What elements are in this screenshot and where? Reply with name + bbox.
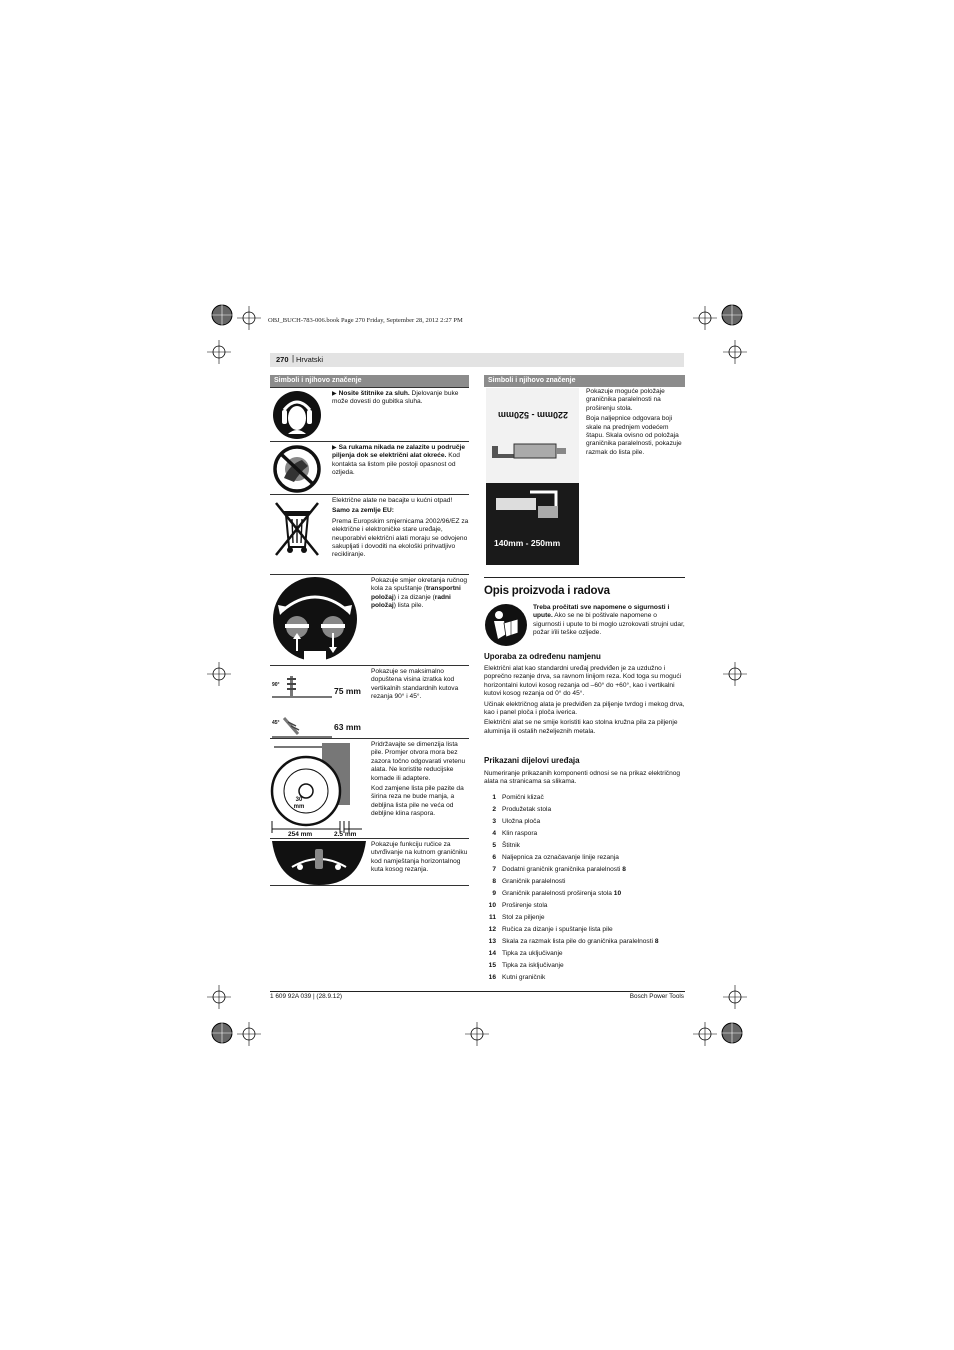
part-label: Pomični klizač — [502, 794, 544, 801]
part-label: Produžetak stola — [502, 806, 552, 813]
part-number: 7 — [492, 866, 496, 873]
part-number: 5 — [492, 842, 496, 849]
fence-range-bottom-label: 140mm - 250mm — [494, 538, 561, 548]
crosshair-mark-left-middle — [207, 662, 231, 686]
crosshair-mark-bottom-left — [237, 1022, 261, 1046]
list-item — [484, 948, 685, 960]
symbol-row-blade-dimension — [270, 738, 469, 839]
read-manual-text: Treba pročitati sve napomene o sigurnosti i upute. Ako se ne bi poštivale napomene o sigurnosti i upute to bi moglo uzrokovati strujni udar, požar i/ili teške ozljede. — [533, 604, 685, 637]
label-45-degrees: 45° — [272, 720, 280, 726]
lever-function-icon — [270, 841, 368, 890]
part-number: 12 — [488, 926, 496, 933]
page-header-bar — [270, 353, 684, 367]
fence-position-illustration — [486, 388, 579, 565]
fence-range-top-label: 220mm - 520mm — [497, 410, 569, 420]
cut-height-45: 63 mm — [334, 722, 361, 732]
list-item — [484, 792, 685, 804]
list-item — [484, 888, 685, 900]
part-number: 1 — [492, 794, 496, 801]
part-number: 13 — [488, 938, 496, 945]
part-number: 6 — [492, 854, 496, 861]
crosshair-mark-right-upper — [723, 340, 747, 364]
list-item — [484, 936, 685, 948]
list-item — [484, 960, 685, 972]
part-label: Klin raspora — [502, 830, 538, 837]
part-ref: 8 — [654, 938, 659, 945]
blade-diameter-label: 254 mm — [288, 831, 313, 838]
weee-bin-icon — [270, 499, 324, 562]
part-label: Naljepnica za označavanje linije rezanja — [502, 854, 619, 861]
registration-mark-bottom-right — [717, 1018, 747, 1048]
list-item — [484, 852, 685, 864]
label-90-degrees: 90° — [272, 682, 280, 688]
part-label: Stol za piljenje — [502, 914, 545, 921]
part-label: Ručica za dizanje i spuštanje lista pile — [502, 926, 613, 933]
crosshair-mark-top-left — [237, 306, 261, 330]
symbol-row-no-hands — [270, 441, 469, 495]
part-number: 11 — [489, 914, 496, 921]
crosshair-mark-right-lower — [723, 985, 747, 1009]
right-section-title: Simboli i njihovo značenje — [484, 375, 685, 387]
no-hands-icon — [270, 444, 324, 499]
symbol-row-weee — [270, 494, 469, 575]
print-header: OBJ_BUCH-783-006.book Page 270 Friday, September 28, 2012 2:27 PM — [268, 317, 463, 324]
list-item — [484, 804, 685, 816]
part-label: Kutni graničnik — [502, 974, 546, 981]
list-item — [484, 924, 685, 936]
list-item — [484, 840, 685, 852]
section-heading-product: Opis proizvoda i radova — [484, 585, 610, 597]
list-item — [484, 816, 685, 828]
crosshair-mark-bottom-center — [465, 1022, 489, 1046]
part-label: Uložna ploča — [502, 818, 541, 825]
part-number: 8 — [492, 878, 496, 885]
part-label: Graničnik paralelnosti — [502, 878, 566, 885]
crosshair-mark-left-lower — [207, 985, 231, 1009]
registration-mark-top-left — [207, 300, 237, 330]
blade-dimension-icon — [270, 741, 370, 839]
lever-function-text: Pokazuje funkciju ručice za utvrđivanje na kutnom graničniku kod namještanja horizontalnog kuta kosog rezanja. — [371, 841, 468, 874]
footer-left: 1 609 92A 039 | (28.9.12) — [270, 993, 343, 1000]
part-ref: 8 — [622, 866, 626, 873]
parts-list — [484, 792, 685, 984]
bore-diameter-label: 30 mm — [293, 797, 305, 810]
symbol-row-lever-function — [270, 838, 469, 886]
footer-right: Bosch Power Tools — [629, 993, 684, 1000]
parts-heading: Prikazani dijelovi uređaja — [484, 756, 580, 765]
part-label: Skala za razmak lista pile do graničnika paralelnosti — [502, 938, 655, 945]
symbol-row-cut-height — [270, 665, 469, 739]
part-number: 16 — [488, 974, 496, 981]
list-item — [484, 912, 685, 924]
read-manual-icon — [484, 603, 528, 652]
symbol-row-crank-direction — [270, 574, 469, 666]
crosshair-mark-bottom-right — [693, 1022, 717, 1046]
part-label: Dodatni graničnik graničnika paralelnosti — [502, 866, 623, 873]
list-item — [484, 864, 685, 876]
page-number: 270 — [276, 355, 289, 364]
cut-height-text: Pokazuje se maksimalno dopuštena visina izratka kod vertikalnih standardnih kutova rezanja 90° i 45°. — [371, 668, 459, 701]
left-section-title: Simboli i njihovo značenje — [270, 375, 469, 387]
crosshair-mark-top-right — [693, 306, 717, 330]
part-label: Proširenje stola — [502, 902, 548, 909]
cut-height-90: 75 mm — [334, 686, 361, 696]
part-number: 9 — [492, 890, 496, 897]
page-language: Hrvatski — [296, 355, 324, 364]
part-number: 10 — [488, 902, 496, 909]
ear-protection-icon — [270, 390, 324, 445]
part-label: Tipka za isključivanje — [502, 962, 564, 969]
crank-direction-text: Pokazuje smjer okretanja ručnog kola za spuštanje (transportni položaj) i za dizanje (radni položaj) lista pile. — [371, 577, 468, 610]
registration-mark-bottom-left — [207, 1018, 237, 1048]
list-item — [484, 900, 685, 912]
weee-text: Električne alate ne bacajte u kućni otpad! Samo za zemlje EU: Prema Europskim smjernicama 2002/96/EZ za električne i elektroničke stare uređaje, neuporabivi električni alati moraju se odvojeno sakupljati i dovoditi na ekološki prihvatljivo recikliranje. — [332, 497, 469, 559]
intended-use-heading: Uporaba za određenu namjenu — [484, 652, 601, 661]
part-number: 14 — [488, 950, 496, 957]
fence-description: Pokazuje moguće položaje graničnika paralelnosti na proširenju stola. Boja naljepnice odgovara boji skale na prednjem vodećem štapu. Skala ovisno od položaja graničnika paralelnosti, pokazuje razmak do lista pile. — [586, 388, 682, 456]
part-label: Graničnik paralelnosti proširenja stola — [502, 890, 614, 897]
intended-use-text: Električni alat kao standardni uređaj predviđen je za uzdužno i poprečno rezanje drva, sa ravnom linijom reza. Kod toga su mogući horizontalni kutovi kosog rezanja od –60° do +60°, kao i vertikalni kutovi kosog rezanja od 0° do 45°. Učinak električnog alata je predviđen za piljenje tvrdog i mekog drva, kao i panel ploča i ploča iverica. Električni alat se ne smije koristiti kao stolna kružna pila za piljenje aluminija ili ostalih neželjeznih metala. — [484, 665, 685, 735]
list-item — [484, 876, 685, 888]
footer-rule — [270, 991, 685, 992]
no-hands-text: ▶ Sa rukama nikada ne zalazite u područje piljenja dok se električni alat okreće. Kod kontakta sa listom pile postoji opasnost od ozljeda. — [332, 444, 466, 477]
part-number: 15 — [488, 962, 496, 969]
cut-height-icon — [270, 668, 370, 738]
list-item — [484, 972, 685, 984]
part-ref: 10 — [613, 890, 622, 897]
part-label: Tipka za uključivanje — [502, 950, 563, 957]
blade-dimension-text: Pridržavajte se dimenzija lista pile. Promjer otvora mora bez zazora točno odgovarati vretenu alata. Ne koristite reducijske komade ili adaptere. Kod zamjene lista pile pazite da širina reza ne bude manja, a debljina lista pile ne veća od debljine klina raspora. — [371, 741, 466, 818]
list-item — [484, 828, 685, 840]
part-number: 2 — [492, 806, 496, 813]
crosshair-mark-right-middle — [723, 662, 747, 686]
crank-direction-icon — [270, 577, 360, 668]
symbol-row-ear-protection — [270, 387, 469, 442]
section-divider — [484, 577, 685, 578]
crosshair-mark-left-upper — [207, 340, 231, 364]
kerf-width-label: 2.5 mm — [334, 831, 357, 838]
parts-intro: Numeriranje prikazanih komponenti odnosi se na prikaz električnog alata na stranicama sa slikama. — [484, 770, 681, 786]
ear-protection-text: ▶ Nosite štitnike za sluh. Djelovanje buke može dovesti do gubitka sluha. — [332, 390, 459, 406]
registration-mark-top-right — [717, 300, 747, 330]
part-label: Štitnik — [502, 842, 520, 849]
page-separator: | — [292, 354, 295, 363]
part-number: 4 — [492, 830, 496, 837]
part-number: 3 — [492, 818, 496, 825]
